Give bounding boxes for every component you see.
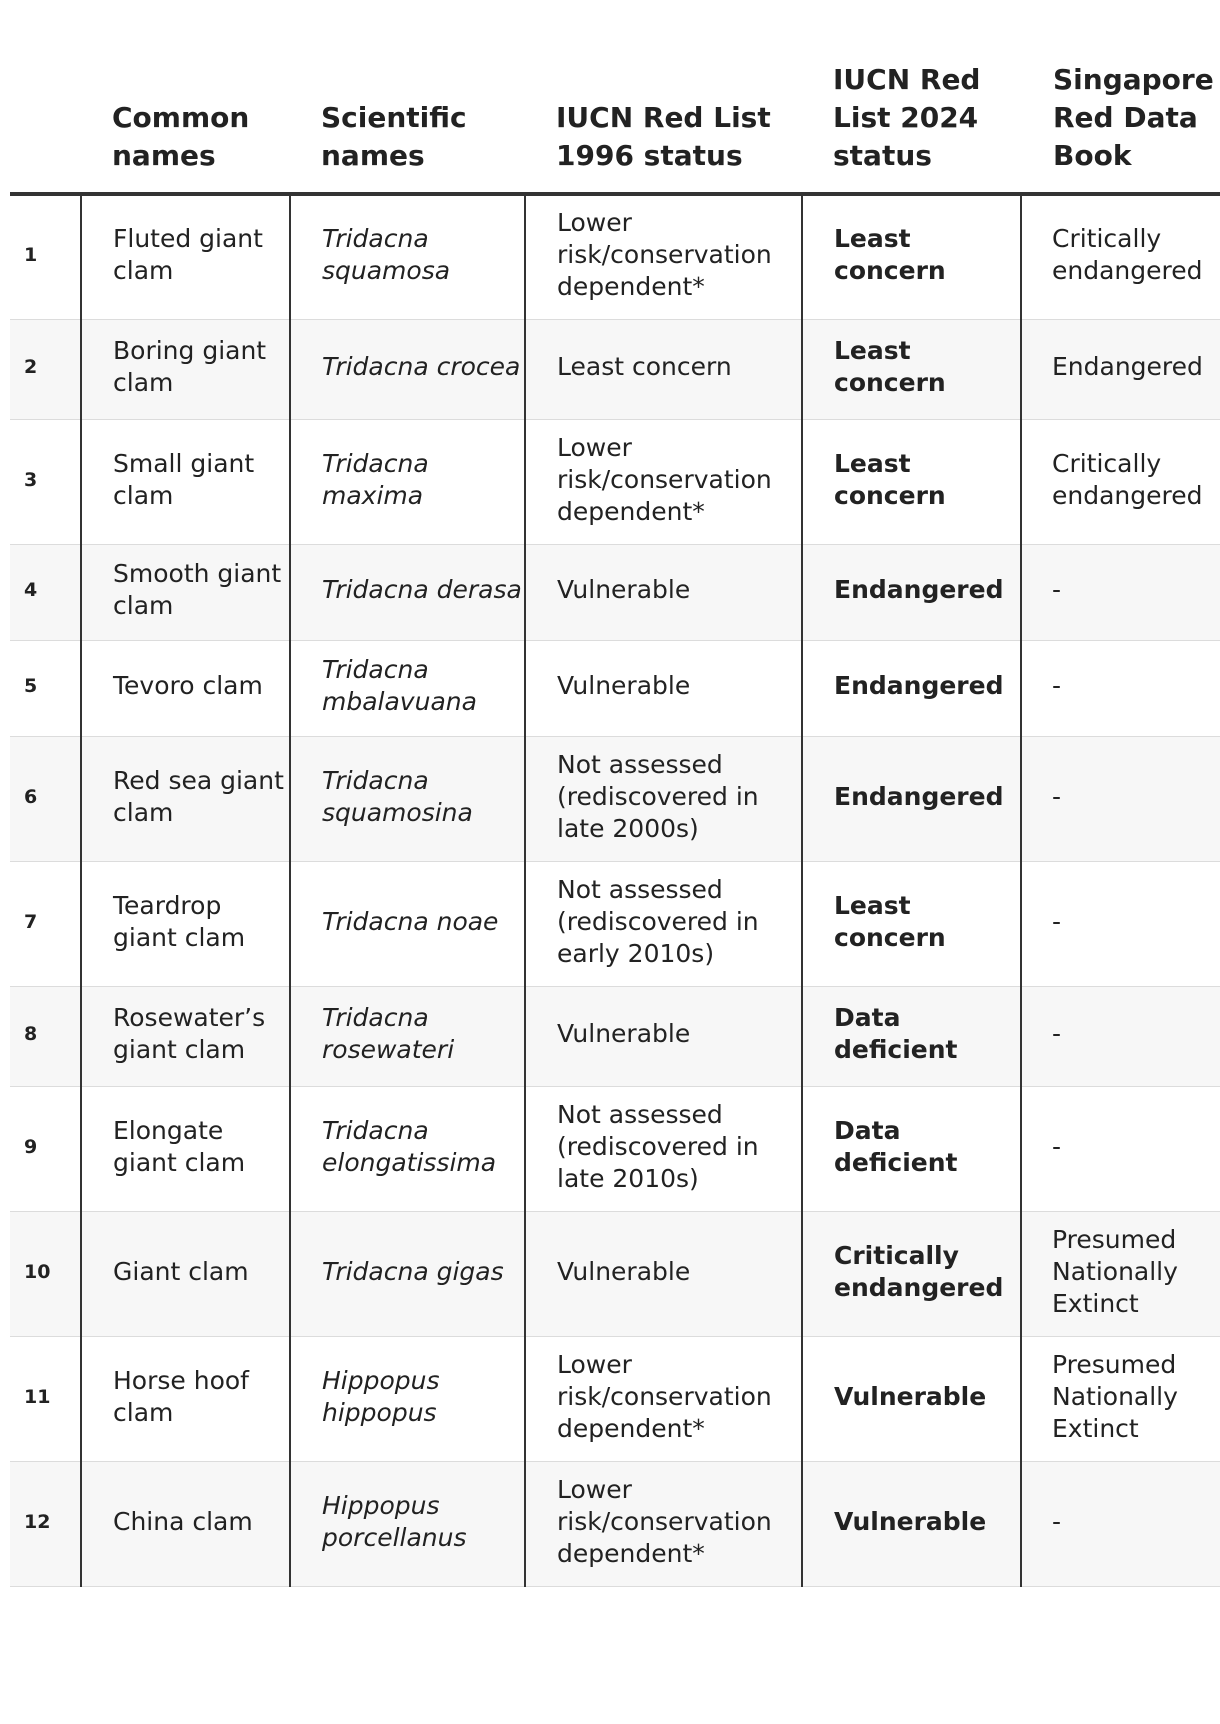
scientific-name-cell: Tridacna crocea: [290, 319, 525, 419]
iucn-2024-status-cell: Vulnerable: [802, 1336, 1021, 1461]
clam-status-table: [10, 0, 1220, 1587]
iucn-2024-status-cell: Least concern: [802, 194, 1021, 319]
row-number: 1: [10, 194, 81, 319]
iucn-1996-status-cell: Not assessed (rediscovered in early 2010s): [525, 861, 802, 986]
row-number: 3: [10, 419, 81, 544]
clam-status-table-container: [10, 0, 1220, 1587]
common-name-cell: Smooth giant clam: [81, 544, 290, 640]
singapore-status-cell: -: [1021, 1461, 1220, 1586]
scientific-name-cell: Tridacna rosewateri: [290, 986, 525, 1086]
iucn-2024-status-cell: Least concern: [802, 419, 1021, 544]
singapore-status-cell: -: [1021, 986, 1220, 1086]
iucn-2024-status-cell: Vulnerable: [802, 1461, 1021, 1586]
table-row: [10, 1086, 1220, 1211]
iucn-2024-status-cell: Data deficient: [802, 986, 1021, 1086]
iucn-1996-status-cell: Lower risk/conservation dependent*: [525, 1336, 802, 1461]
common-name-cell: Tevoro clam: [81, 640, 290, 736]
iucn-1996-status-cell: Lower risk/conservation dependent*: [525, 419, 802, 544]
scientific-name-cell: Tridacna squamosina: [290, 736, 525, 861]
iucn-2024-status-cell: Critically endangered: [802, 1211, 1021, 1336]
iucn-1996-status-cell: Vulnerable: [525, 1211, 802, 1336]
singapore-status-cell: -: [1021, 640, 1220, 736]
row-number: 12: [10, 1461, 81, 1586]
row-number: 10: [10, 1211, 81, 1336]
scientific-name-cell: Hippopus porcellanus: [290, 1461, 525, 1586]
table-body: [10, 194, 1220, 1586]
row-number: 4: [10, 544, 81, 640]
scientific-name-cell: Tridacna elongatissima: [290, 1086, 525, 1211]
table-row: [10, 194, 1220, 319]
common-name-cell: Teardrop giant clam: [81, 861, 290, 986]
header-singapore-red-data-book: Singapore Red Data Book: [1021, 0, 1220, 194]
iucn-2024-status-cell: Least concern: [802, 319, 1021, 419]
singapore-status-cell: -: [1021, 861, 1220, 986]
table-row: [10, 544, 1220, 640]
common-name-cell: China clam: [81, 1461, 290, 1586]
singapore-status-cell: -: [1021, 544, 1220, 640]
header-common-names: Common names: [81, 0, 290, 194]
table-row: [10, 419, 1220, 544]
header-row: [10, 0, 1220, 194]
table-row: [10, 319, 1220, 419]
table-row: [10, 1336, 1220, 1461]
common-name-cell: Small giant clam: [81, 419, 290, 544]
common-name-cell: Horse hoof clam: [81, 1336, 290, 1461]
row-number: 9: [10, 1086, 81, 1211]
row-number: 11: [10, 1336, 81, 1461]
singapore-status-cell: Presumed Nationally Extinct: [1021, 1336, 1220, 1461]
iucn-2024-status-cell: Endangered: [802, 736, 1021, 861]
scientific-name-cell: Tridacna gigas: [290, 1211, 525, 1336]
scientific-name-cell: Hippopus hippopus: [290, 1336, 525, 1461]
iucn-1996-status-cell: Lower risk/conservation dependent*: [525, 194, 802, 319]
singapore-status-cell: -: [1021, 736, 1220, 861]
table-row: [10, 861, 1220, 986]
scientific-name-cell: Tridacna derasa: [290, 544, 525, 640]
singapore-status-cell: Critically endangered: [1021, 194, 1220, 319]
table-header: [10, 0, 1220, 194]
scientific-name-cell: Tridacna mbalavuana: [290, 640, 525, 736]
header-iucn-1996-status: IUCN Red List 1996 status: [525, 0, 802, 194]
common-name-cell: Giant clam: [81, 1211, 290, 1336]
iucn-1996-status-cell: Least concern: [525, 319, 802, 419]
iucn-1996-status-cell: Vulnerable: [525, 640, 802, 736]
table-row: [10, 986, 1220, 1086]
iucn-1996-status-cell: Lower risk/conservation dependent*: [525, 1461, 802, 1586]
common-name-cell: Elongate giant clam: [81, 1086, 290, 1211]
common-name-cell: Red sea giant clam: [81, 736, 290, 861]
common-name-cell: Fluted giant clam: [81, 194, 290, 319]
row-number: 5: [10, 640, 81, 736]
iucn-2024-status-cell: Data deficient: [802, 1086, 1021, 1211]
singapore-status-cell: Endangered: [1021, 319, 1220, 419]
iucn-2024-status-cell: Endangered: [802, 544, 1021, 640]
scientific-name-cell: Tridacna maxima: [290, 419, 525, 544]
singapore-status-cell: Critically endangered: [1021, 419, 1220, 544]
singapore-status-cell: Presumed Nationally Extinct: [1021, 1211, 1220, 1336]
singapore-status-cell: -: [1021, 1086, 1220, 1211]
scientific-name-cell: Tridacna noae: [290, 861, 525, 986]
table-row: [10, 736, 1220, 861]
common-name-cell: Boring giant clam: [81, 319, 290, 419]
iucn-1996-status-cell: Vulnerable: [525, 986, 802, 1086]
row-number: 7: [10, 861, 81, 986]
table-row: [10, 1211, 1220, 1336]
iucn-2024-status-cell: Endangered: [802, 640, 1021, 736]
iucn-2024-status-cell: Least concern: [802, 861, 1021, 986]
iucn-1996-status-cell: Not assessed (rediscovered in late 2010s): [525, 1086, 802, 1211]
iucn-1996-status-cell: Vulnerable: [525, 544, 802, 640]
table-row: [10, 640, 1220, 736]
table-row: [10, 1461, 1220, 1586]
iucn-1996-status-cell: Not assessed (rediscovered in late 2000s): [525, 736, 802, 861]
header-scientific-names: Scientific names: [290, 0, 525, 194]
row-number: 8: [10, 986, 81, 1086]
header-iucn-2024-status: IUCN Red List 2024 status: [802, 0, 1021, 194]
common-name-cell: Rosewater’s giant clam: [81, 986, 290, 1086]
scientific-name-cell: Tridacna squamosa: [290, 194, 525, 319]
row-number: 6: [10, 736, 81, 861]
header-number: [10, 0, 81, 194]
row-number: 2: [10, 319, 81, 419]
